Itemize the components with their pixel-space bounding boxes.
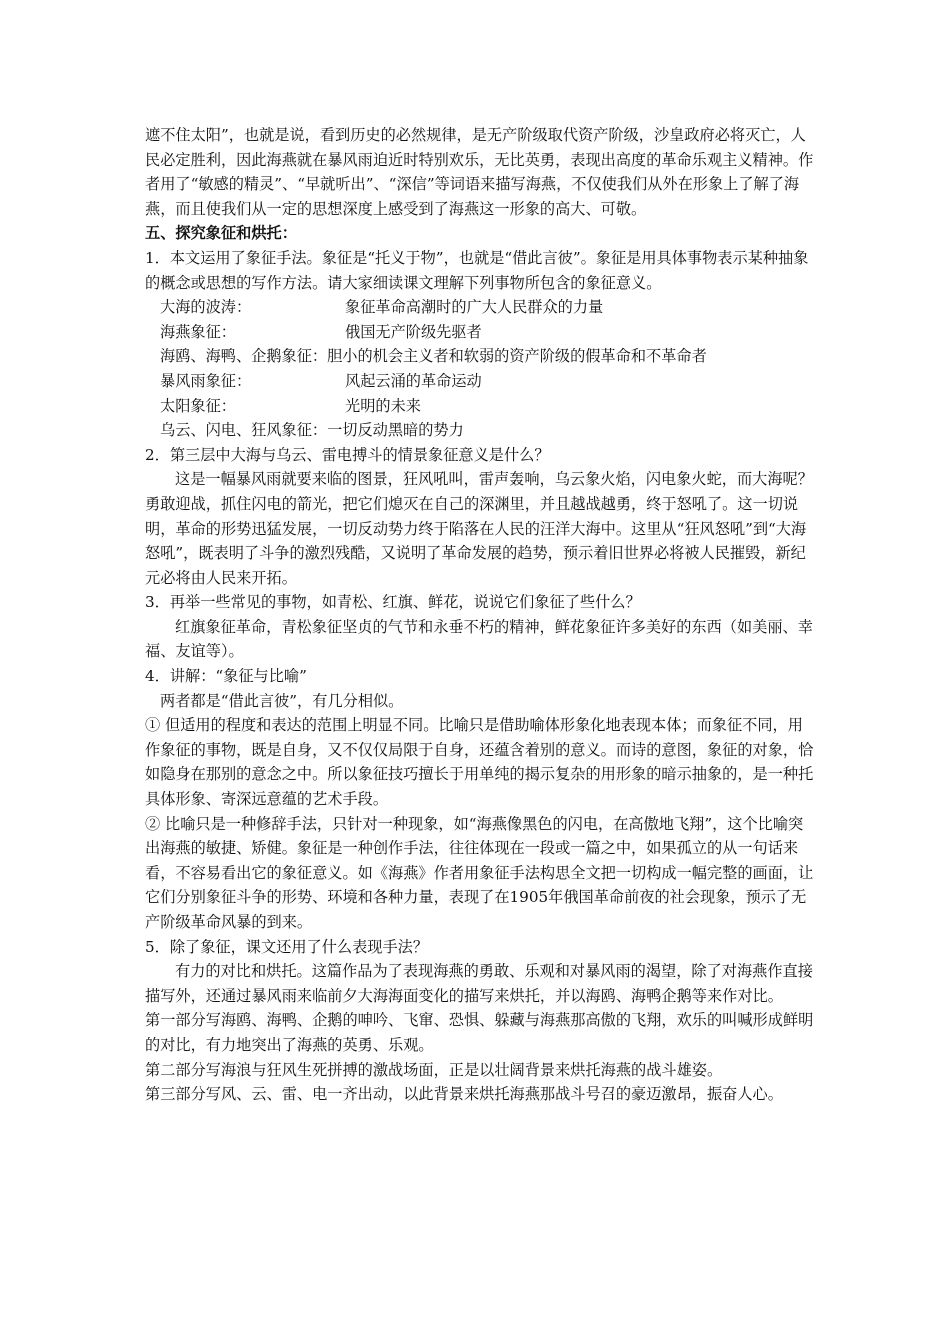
question-1: 1．本文运用了象征手法。象征是“托义于物”，也就是“借此言彼”。象征是用具体事物表示某种抽象的概念或思想的写作方法。请大家细读课文理解下列事物所包含的象征意义。 (145, 248, 809, 292)
symbol-row (145, 394, 815, 419)
answer-4-lead: 两者都是“借此言彼”，有几分相似。 (160, 691, 404, 710)
question-3: 3．再举一些常见的事物，如青松、红旗、鲜花，说说它们象征了些什么？ (145, 593, 641, 612)
symbol-list (145, 295, 815, 443)
section-heading: 五、探究象征和烘托： (145, 224, 297, 243)
symbol-term: 暴风雨象征： (160, 371, 252, 390)
question-2: 2．第三层中大海与乌云、雷电搏斗的情景象征意义是什么？ (145, 445, 550, 464)
symbol-term: 乌云、闪电、狂风象征： (160, 421, 328, 440)
symbol-row (145, 344, 815, 369)
question-5: 5．除了象征，课文还用了什么表现手法？ (145, 937, 429, 956)
symbol-meaning: 一切反动黑暗的势力 (327, 421, 464, 440)
symbol-meaning: 光明的未来 (345, 396, 421, 415)
symbol-meaning: 俄国无产阶级先驱者 (345, 322, 482, 341)
part-2-analysis: 第二部分写海浪与狂风生死拼搏的激战场面，正是以壮阔背景来烘托海燕的战斗雄姿。 (145, 1060, 723, 1079)
symbol-meaning: 风起云涌的革命运动 (345, 371, 482, 390)
symbol-meaning: 胆小的机会主义者和软弱的资产阶级的假革命和不革命者 (327, 347, 707, 366)
answer-3: 红旗象征革命，青松象征坚贞的气节和永垂不朽的精神，鲜花象征许多美好的东西（如美丽、幸福、友谊等）。 (145, 617, 813, 661)
symbol-term: 海燕象征： (160, 322, 236, 341)
answer-4-point-2: ② 比喻只是一种修辞手法，只针对一种现象，如“海燕像黑色的闪电，在高傲地飞翔”，这个比喻突出海燕的敏捷、矫健。象征是一种创作手法，往往体现在一段或一篇之中，如果孤立的从一句话来看，不容易看出它的象征意义。如《海燕》作者用象征手法构思全文把一切构成一幅完整的画面，让它们分别象征斗争的形势、环境和各种力量，表现了在1905年俄国革命前夜的社会现象，预示了无产阶级革命风暴的到来。 (145, 814, 814, 931)
part-1-analysis: 第一部分写海鸥、海鸭、企鹅的呻吟、飞窜、恐惧、躲藏与海燕那高傲的飞翔，欢乐的叫喊形成鲜明的对比，有力地突出了海燕的英勇、乐观。 (145, 1011, 814, 1054)
symbol-row (145, 295, 815, 320)
answer-5: 有力的对比和烘托。这篇作品为了表现海燕的勇敢、乐观和对暴风雨的渴望，除了对海燕作直接描写外，还通过暴风雨来临前夕大海海面变化的描写来烘托，并以海鸥、海鸭企鹅等来作对比。 (145, 962, 813, 1005)
symbol-meaning: 象征革命高潮时的广大人民群众的力量 (345, 298, 604, 317)
answer-2: 这是一幅暴风雨就要来临的图景，狂风吼叫，雷声轰响，乌云象火焰，闪电象火蛇，而大海呢？勇敢迎战，抓住闪电的箭光，把它们熄灭在自己的深渊里，并且越战越勇，终于怒吼了。这一切说明，革命的形势迅猛发展，一切反动势力终于陷落在人民的汪洋大海中。这里从“狂风怒吼”到“大海怒吼”，既表明了斗争的激烈残酷，又说明了革命发展的趋势，预示着旧世界必将被人民摧毁，新纪元必将由人民来开拓。 (145, 470, 813, 587)
question-4: 4．讲解：“象征与比喻” (145, 667, 307, 686)
part-3-analysis: 第三部分写风、云、雷、电一齐出动，以此背景来烘托海燕那战斗号召的豪迈激昂，振奋人心。 (145, 1085, 783, 1104)
symbol-term: 太阳象征： (160, 396, 236, 415)
symbol-row (145, 320, 815, 345)
symbol-term: 海鸥、海鸭、企鹅象征： (160, 347, 328, 366)
answer-4-point-1: ① 但适用的程度和表达的范围上明显不同。比喻只是借助喻体形象化地表现本体；而象征不同，用作象征的事物，既是自身，又不仅仅局限于自身，还蕴含着别的意义。而诗的意图，象征的对象，恰如隐身在那别的意念之中。所以象征技巧擅长于用单纯的揭示复杂的用形象的暗示抽象的，是一种托具体形象、寄深远意蕴的艺术手段。 (145, 716, 814, 809)
symbol-row (145, 418, 815, 443)
symbol-term: 大海的波涛： (160, 298, 252, 317)
symbol-row (145, 369, 815, 394)
intro-paragraph: 遮不住太阳”，也就是说，看到历史的必然规律，是无产阶级取代资产阶级，沙皇政府必将灭亡，人民必定胜利，因此海燕就在暴风雨迫近时特别欢乐，无比英勇，表现出高度的革命乐观主义精神。作者用了“敏感的精灵”、“早就听出”、“深信”等词语来描写海燕，不仅使我们从外在形象上了解了海燕，而且使我们从一定的思想深度上感受到了海燕这一形象的高大、可敬。 (145, 126, 814, 218)
document-page (145, 123, 815, 1107)
